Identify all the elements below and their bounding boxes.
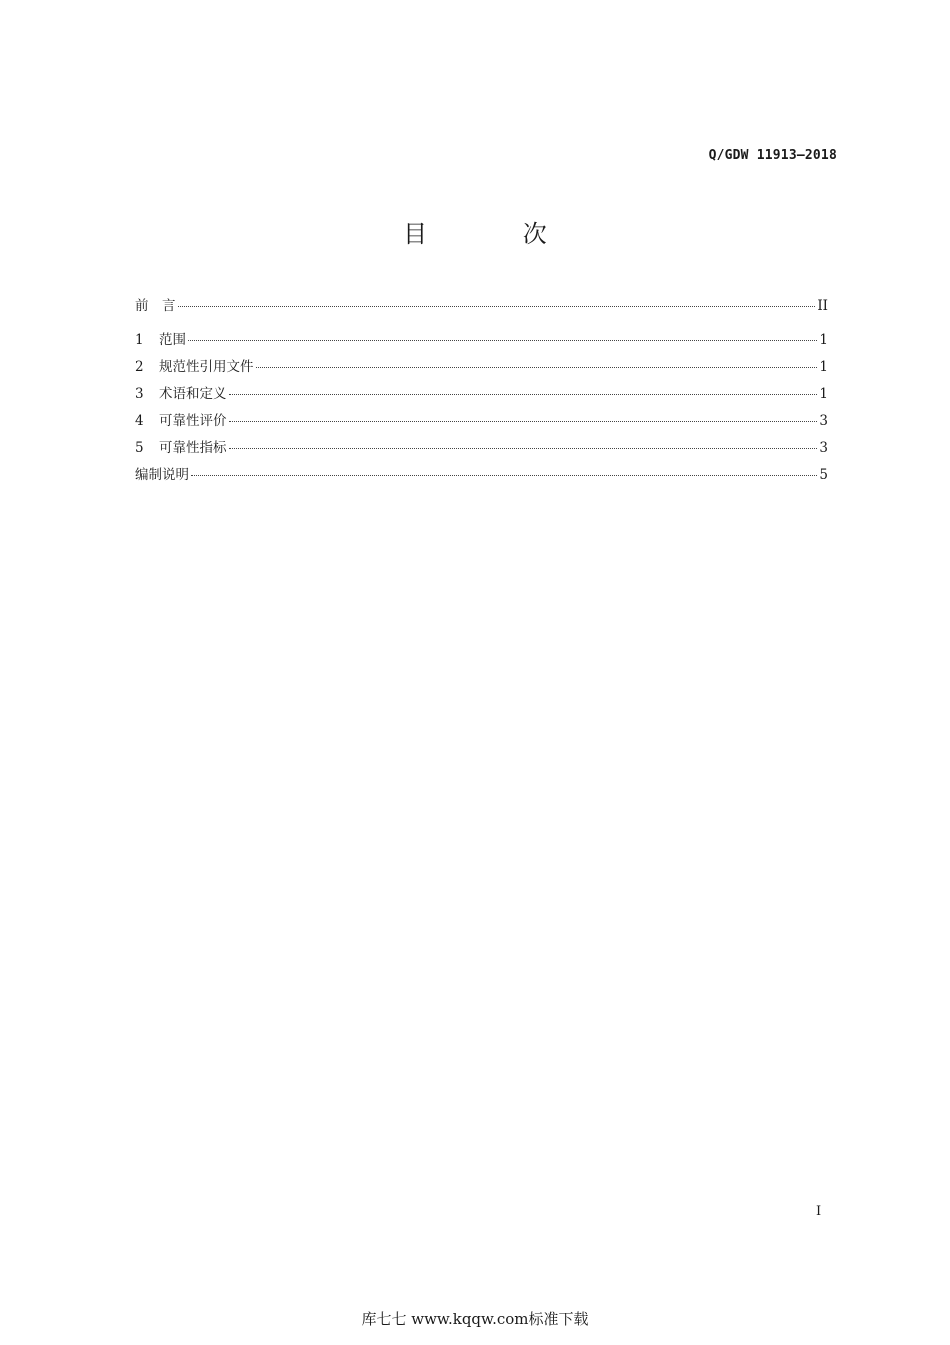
toc-entry-label: 范围 bbox=[159, 332, 186, 348]
toc-entry-number: 3 bbox=[135, 386, 144, 402]
toc-entry-page: 1 bbox=[819, 332, 828, 348]
toc-entry-number: 5 bbox=[135, 440, 144, 456]
toc-leader-dots bbox=[191, 475, 817, 476]
toc-leader-dots bbox=[229, 448, 818, 449]
toc-entry-label: 规范性引用文件 bbox=[159, 359, 254, 375]
toc-entry-foreword[interactable] bbox=[135, 294, 828, 314]
page-number: I bbox=[816, 1204, 822, 1219]
toc-entry-normative-references[interactable] bbox=[135, 355, 828, 375]
toc-leader-dots bbox=[229, 394, 818, 395]
toc-leader-dots bbox=[256, 367, 818, 368]
toc-entry-page: 3 bbox=[819, 413, 828, 429]
toc-entry-compilation-notes[interactable] bbox=[135, 463, 828, 483]
toc-leader-dots bbox=[188, 340, 817, 341]
toc-leader-dots bbox=[229, 421, 818, 422]
toc-entry-number: 1 bbox=[135, 332, 144, 348]
footer-watermark: 库七七 www.kqqw.com标准下载 bbox=[361, 1310, 589, 1328]
document-code: Q/GDW 11913—2018 bbox=[708, 148, 837, 163]
toc-entry-label: 可靠性指标 bbox=[159, 440, 227, 456]
toc-title: 目 次 bbox=[403, 220, 591, 248]
toc-entry-label: 可靠性评价 bbox=[159, 413, 227, 429]
toc-entry-reliability-indicators[interactable] bbox=[135, 436, 828, 456]
toc-entry-number: 4 bbox=[135, 413, 144, 429]
toc-entry-page: 5 bbox=[819, 467, 828, 483]
toc-leader-dots bbox=[178, 306, 816, 307]
toc-entry-label: 编制说明 bbox=[135, 467, 189, 483]
toc-entry-terms-definitions[interactable] bbox=[135, 382, 828, 402]
toc-entry-scope[interactable] bbox=[135, 328, 828, 348]
toc-entry-page: 1 bbox=[819, 359, 828, 375]
toc-entry-number: 2 bbox=[135, 359, 144, 375]
toc-entry-reliability-evaluation[interactable] bbox=[135, 409, 828, 429]
toc-entry-label: 术语和定义 bbox=[159, 386, 227, 402]
toc-entry-page: II bbox=[817, 298, 828, 314]
toc-entry-page: 3 bbox=[819, 440, 828, 456]
toc-entry-page: 1 bbox=[819, 386, 828, 402]
toc-entry-label: 前 言 bbox=[135, 298, 176, 314]
